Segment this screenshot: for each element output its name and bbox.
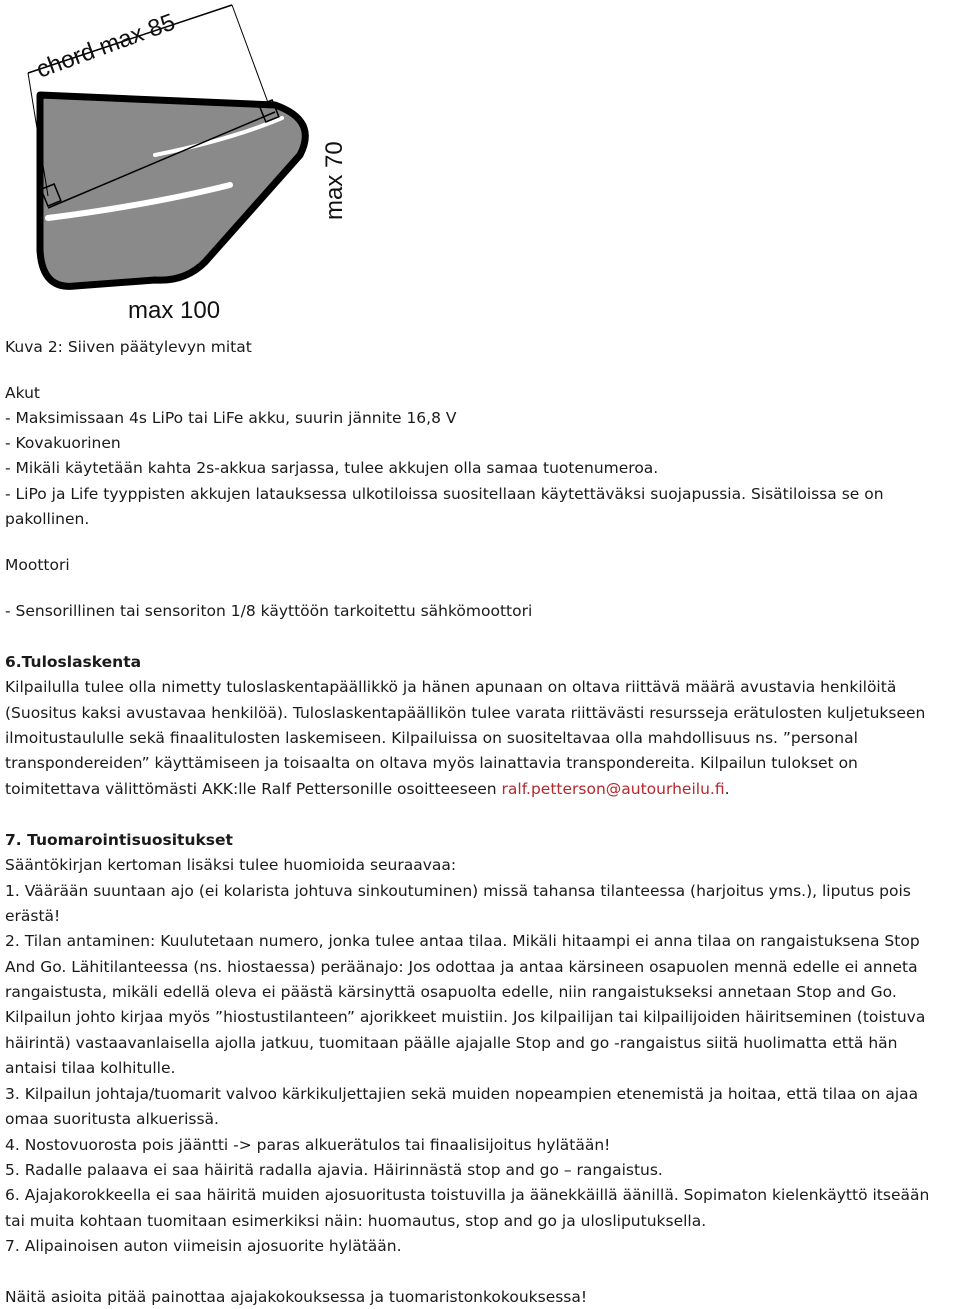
- tuomarointi-line: 7. Alipainoisen auton viimeisin ajosuorite hylätään.: [5, 1237, 402, 1255]
- akut-line: - Maksimissaan 4s LiPo tai LiFe akku, suurin jännite 16,8 V: [5, 409, 457, 427]
- tuomarointi-line: tai muita kohtaan tuomitaan esimerkiksi näin: huomautus, stop and go ja ulosliputuksella.: [5, 1212, 707, 1230]
- height-label: max 70: [321, 141, 348, 220]
- tuomarointi-line: omaa suoritusta alkuerissä.: [5, 1110, 219, 1128]
- akut-line: - LiPo ja Life tyyppisten akkujen latauksessa ulkotiloissa suositellaan käytettäväksi suojapussia. Sisätiloissa se on: [5, 485, 884, 503]
- tuloslaskenta-line: [5, 779, 730, 799]
- tuloslaskenta-line: ilmoitustaululle sekä finaalitulosten laskemiseen. Kilpailuissa on suositeltavaa olla mahdollisuus ns. ”personal: [5, 729, 858, 747]
- tuloslaskenta-text: .: [724, 780, 730, 798]
- akut-heading: Akut: [5, 384, 41, 402]
- tuomarointi-line: 5. Radalle palaava ei saa häiritä radalla ajavia. Häirinnästä stop and go – rangaistus.: [5, 1161, 663, 1179]
- tuloslaskenta-line: Kilpailulla tulee olla nimetty tuloslaskentapäällikkö ja hänen apunaan on oltava riittävä määrä avustavia henkilöitä: [5, 678, 897, 696]
- closing-note: Näitä asioita pitää painottaa ajajakokouksessa ja tuomaristonkokouksessa!: [5, 1288, 588, 1306]
- email-link[interactable]: ralf.petterson@autourheilu.fi: [501, 780, 725, 798]
- akut-line: - Kovakuorinen: [5, 434, 121, 452]
- tuomarointi-line: 2. Tilan antaminen: Kuulutetaan numero, jonka tulee antaa tilaa. Mikäli hitaampi ei anna tilaa on rangaistuksena Stop: [5, 932, 920, 950]
- moottori-heading: Moottori: [5, 556, 70, 574]
- tuomarointi-line: antaisi tilaa kolhitulle.: [5, 1059, 176, 1077]
- tuomarointi-line: 3. Kilpailun johtaja/tuomarit valvoo kärkikuljettajien sekä muiden nopeampien etenemistä ja hoitaa, että tilaa on ajaa: [5, 1085, 919, 1103]
- figure-caption: Kuva 2: Siiven päätylevyn mitat: [5, 338, 252, 356]
- tuomarointi-line: 6. Ajajakorokkeella ei saa häiritä muiden ajosuoritusta toistuvilla ja äänekkäillä äänillä. Sopimaton kielenkäyttö itseään: [5, 1186, 930, 1204]
- akut-line: - Mikäli käytetään kahta 2s-akkua sarjassa, tulee akkujen olla samaa tuotenumeroa.: [5, 459, 659, 477]
- akut-line: pakollinen.: [5, 510, 90, 528]
- tuomarointi-line: 1. Väärään suuntaan ajo (ei kolarista johtuva sinkoutuminen) missä tahansa tilanteessa (harjoitus yms.), liputus pois: [5, 882, 911, 900]
- extension-line: [232, 5, 270, 108]
- tuomarointi-line: 4. Nostovuorosta pois jääntti -> paras alkuerätulos tai finaalisijoitus hylätään!: [5, 1136, 611, 1154]
- tuomarointi-line: häirintä) vastaavanlaisella ajolla jatkuu, tuomitaan päälle ajajalle Stop and go -rangaistus siitä huolimatta että hän: [5, 1034, 898, 1052]
- chord-label: chord max 85: [32, 8, 179, 84]
- endplate-dimension-figure: [0, 0, 380, 330]
- width-label: max 100: [128, 297, 221, 324]
- tuomarointi-heading: 7. Tuomarointisuositukset: [5, 831, 233, 849]
- tuomarointi-line: erästä!: [5, 907, 61, 925]
- tuomarointi-line: Sääntökirjan kertoman lisäksi tulee huomioida seuraavaa:: [5, 856, 457, 874]
- tuloslaskenta-text: toimitettava välittömästi AKK:lle Ralf Pettersonille osoitteeseen: [5, 780, 502, 798]
- endplate-drawing: [0, 0, 380, 330]
- tuloslaskenta-line: transpondereiden” käyttämiseen ja toisaalta on oltava myös lainattavia transpondereita. Kilpailun tulokset on: [5, 754, 858, 772]
- tuloslaskenta-line: (Suositus kaksi avustavaa henkilöä). Tuloslaskentapäällikön tulee varata riittävästi resursseja erätulosten kuljetukseen: [5, 704, 926, 722]
- tuomarointi-line: And Go. Lähitilanteessa (ns. hiostaessa) peräänajo: Jos odottaa ja antaa kärsineen osapuolen mennä edelle ei anneta: [5, 958, 918, 976]
- tuomarointi-line: rangaistusta, mikäli edellä oleva ei päästä kärsinyttä osapuolta edelle, niin rangaistukseksi annetaan Stop and Go.: [5, 983, 897, 1001]
- tuomarointi-line: Kilpailun johto kirjaa myös ”hiostustilanteen” ajorikkeet muistiin. Jos kilpailijan tai kilpailijoiden häiritseminen (toistuva: [5, 1008, 926, 1026]
- moottori-line: - Sensorillinen tai sensoriton 1/8 käyttöön tarkoitettu sähkömoottori: [5, 602, 533, 620]
- tuloslaskenta-heading: 6.Tuloslaskenta: [5, 653, 142, 671]
